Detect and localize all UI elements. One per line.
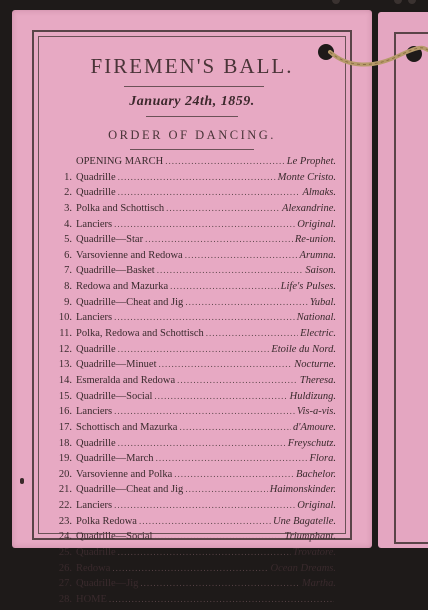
dot-leader — [114, 406, 295, 416]
dot-leader — [157, 265, 304, 275]
dance-name: HOME — [76, 593, 107, 605]
dance-number: 18. — [58, 437, 72, 449]
dance-entry — [50, 547, 336, 563]
dot-leader — [118, 172, 276, 182]
card-border — [32, 30, 352, 605]
dance-number: 26. — [58, 562, 72, 574]
tune-name: d'Amoure. — [293, 421, 336, 433]
dot-leader — [114, 219, 295, 229]
tune-name: National. — [296, 312, 336, 324]
dance-number: 21. — [58, 484, 72, 496]
dance-entry — [50, 375, 336, 391]
dance-name: Varsovienne and Redowa — [76, 249, 183, 261]
dance-name: Quadrille—Star — [76, 234, 144, 246]
dot-leader — [118, 187, 301, 197]
tune-name: Monte Cristo. — [277, 171, 336, 183]
dance-entry — [50, 297, 336, 313]
dance-number: 20. — [58, 468, 72, 480]
dance-number: 23. — [58, 515, 72, 527]
dance-entry — [50, 281, 336, 297]
tune-name: Le Prophet. — [286, 156, 336, 167]
dance-name: Varsovienne and Polka — [76, 468, 173, 480]
event-date: January 24th, 1859. — [129, 94, 255, 109]
dance-number: 28. — [58, 593, 72, 605]
dance-entry — [50, 250, 336, 266]
dance-number: 16. — [58, 406, 72, 418]
dance-name: Polka and Schottisch — [76, 202, 165, 214]
dance-name: Quadrille — [76, 187, 116, 199]
dance-entry — [50, 156, 336, 172]
tune-name: Huldizung. — [289, 390, 336, 402]
dance-entry — [50, 469, 336, 485]
dance-entry — [50, 219, 336, 235]
tune-name: Une Bagatelle. — [273, 515, 336, 527]
dance-number: 13. — [58, 359, 72, 371]
dance-name: Redowa — [76, 562, 111, 574]
dance-entry — [50, 438, 336, 454]
dance-entry — [50, 203, 336, 219]
dance-name: Quadrille—Cheat and Jig — [76, 484, 184, 496]
dot-leader — [165, 156, 285, 166]
dance-name: Quadrille—Social — [76, 390, 153, 402]
title-rule-right — [194, 86, 264, 87]
ink-spot — [20, 478, 24, 484]
tune-name: Life's Pulses. — [280, 281, 336, 293]
dance-name: Esmeralda and Redowa — [76, 374, 176, 386]
dance-number: 19. — [58, 453, 72, 465]
dot-leader — [177, 375, 298, 385]
top-tack — [394, 0, 402, 4]
dance-name: Lanciers — [76, 218, 113, 230]
tune-name: Almaks. — [302, 187, 336, 199]
tune-name: Electric. — [300, 328, 336, 340]
adjacent-card-border — [394, 32, 428, 544]
dance-name: Polka Redowa — [76, 515, 137, 527]
tune-name: Freyschutz. — [287, 437, 336, 449]
dot-leader — [174, 469, 294, 479]
dance-name: Quadrille—Basket — [76, 265, 155, 277]
tune-name: Saison. — [305, 265, 336, 277]
top-tack — [332, 0, 340, 4]
dot-leader — [118, 344, 270, 354]
dance-number: 17. — [58, 421, 72, 433]
dance-name: Redowa and Mazurka — [76, 281, 169, 293]
dot-leader — [114, 312, 294, 322]
dance-number: 9. — [64, 296, 72, 308]
dot-leader — [185, 484, 267, 494]
dot-leader — [166, 203, 280, 213]
dance-name: Quadrille — [76, 343, 116, 355]
dance-entry — [50, 187, 336, 203]
card-title: FIREMEN'S BALL. — [90, 54, 294, 78]
tune-name: Vis-a-vis. — [296, 406, 336, 418]
tune-name: Original. — [297, 500, 336, 512]
tune-name: Original. — [297, 218, 336, 230]
dot-leader — [118, 438, 286, 448]
dance-number: 24. — [58, 531, 72, 543]
dot-leader — [114, 500, 295, 510]
dot-leader — [154, 391, 287, 401]
dot-leader — [170, 281, 279, 291]
dance-number: 5. — [64, 234, 72, 246]
dance-program-list — [50, 156, 336, 610]
dance-name: Lanciers — [76, 500, 113, 512]
dance-entry — [50, 516, 336, 532]
date-rule — [146, 116, 238, 117]
dance-entry — [50, 359, 336, 375]
title-rule-left — [124, 86, 194, 87]
dance-number: 4. — [64, 218, 72, 230]
dance-number: 7. — [64, 265, 72, 277]
dance-number: 12. — [58, 343, 72, 355]
dot-leader — [185, 297, 308, 307]
adjacent-card — [378, 12, 428, 548]
dance-entry — [50, 328, 336, 344]
dance-card — [12, 10, 372, 605]
dance-number: 10. — [58, 312, 72, 324]
dance-entry — [50, 484, 336, 500]
dot-leader — [206, 328, 298, 338]
tune-name: Theresa. — [299, 374, 336, 386]
order-of-dancing-heading: ORDER OF DANCING. — [108, 128, 276, 142]
dot-leader — [156, 453, 308, 463]
dot-leader — [158, 359, 292, 369]
dance-number: 3. — [64, 202, 72, 214]
tune-name: Re-union. — [294, 234, 336, 246]
dance-entry — [50, 265, 336, 281]
dance-entry — [50, 422, 336, 438]
dot-leader — [179, 422, 291, 432]
dance-number: 25. — [58, 547, 72, 559]
dot-leader — [145, 234, 293, 244]
dance-entry — [50, 172, 336, 188]
tune-name: Flora. — [309, 453, 336, 465]
tune-name: Alexandrine. — [282, 202, 336, 214]
dance-entry — [50, 312, 336, 328]
dance-name: OPENING MARCH — [76, 156, 164, 167]
dance-number: 8. — [64, 281, 72, 293]
dance-number: 1. — [64, 171, 72, 183]
dance-number: 2. — [64, 187, 72, 199]
dance-name: Schottisch and Mazurka — [76, 421, 178, 433]
tune-name: Haimonskinder. — [269, 484, 336, 496]
dot-leader — [140, 578, 299, 588]
dance-entry — [50, 578, 336, 594]
dance-name: Polka, Redowa and Schottisch — [76, 328, 204, 340]
heading-rule — [130, 149, 254, 150]
tune-name: Ocean Dreams. — [270, 562, 336, 574]
dot-leader — [118, 547, 291, 557]
dance-entry — [50, 234, 336, 250]
dot-leader — [109, 594, 334, 604]
tune-name: Arumna. — [299, 249, 336, 261]
dot-leader — [185, 250, 298, 260]
dance-number: 11. — [59, 328, 72, 340]
dance-entry — [50, 453, 336, 469]
dot-leader — [154, 531, 282, 541]
dance-entry — [50, 563, 336, 579]
dance-entry — [50, 391, 336, 407]
dance-name: Quadrille — [76, 171, 116, 183]
tune-name: Martha. — [301, 578, 336, 590]
tune-name: Etoile du Nord. — [271, 343, 336, 355]
tassel-cord — [328, 38, 428, 72]
dance-number: 27. — [58, 578, 72, 590]
dance-name: Quadrille—Cheat and Jig — [76, 296, 184, 308]
dance-entry — [50, 406, 336, 422]
dance-entry — [50, 344, 336, 360]
tune-name: Bachelor. — [296, 468, 336, 480]
dance-entry — [50, 500, 336, 516]
dot-leader — [139, 516, 271, 526]
dance-name: Quadrille—Social — [76, 531, 153, 543]
dance-entry — [50, 531, 336, 547]
tune-name: Nocturne. — [294, 359, 336, 371]
dance-name: Quadrille — [76, 547, 116, 559]
dance-number: 22. — [58, 500, 72, 512]
tune-name: Triumphant. — [284, 531, 336, 543]
dance-number: 14. — [58, 374, 72, 386]
tune-name: Trovatore. — [292, 547, 336, 559]
tune-name: Yubal. — [309, 296, 336, 308]
dance-name: Quadrille—Jig — [76, 578, 139, 590]
dance-entry — [50, 594, 336, 610]
top-tack — [408, 0, 416, 4]
dance-number: 15. — [58, 390, 72, 402]
dance-name: Quadrille — [76, 437, 116, 449]
dance-name: Lanciers — [76, 406, 113, 418]
dance-name: Quadrille—March — [76, 453, 154, 465]
dance-name: Quadrille—Minuet — [76, 359, 157, 371]
dance-number: 6. — [64, 249, 72, 261]
dance-name: Lanciers — [76, 312, 113, 324]
dot-leader — [112, 563, 268, 573]
